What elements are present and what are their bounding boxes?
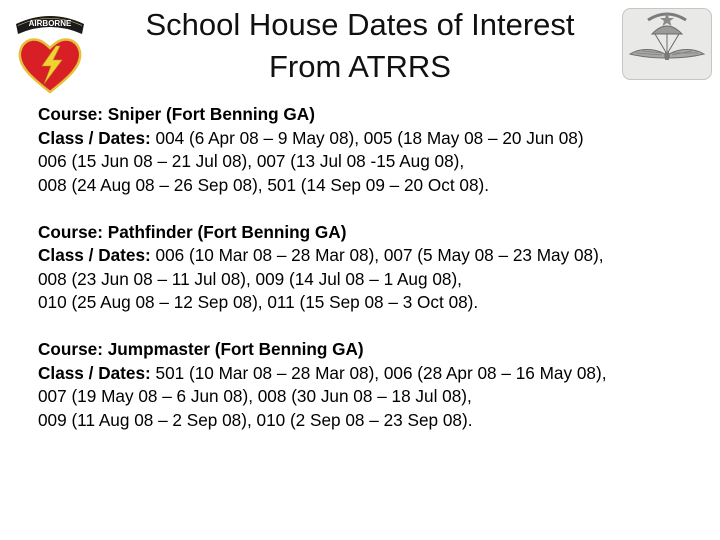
- class-dates-line: [38, 127, 713, 151]
- class-dates-text: 501 (10 Mar 08 – 28 Mar 08), 006 (28 Apr 08 – 16 May 08),: [155, 362, 607, 383]
- class-dates-line: 008 (24 Aug 08 – 26 Sep 08), 501 (14 Sep 09 – 20 Oct 08).: [38, 174, 490, 195]
- class-dates-label: Class / Dates:: [38, 362, 151, 383]
- course-label: Course:: [38, 221, 103, 242]
- master-parachutist-badge-icon: [622, 8, 712, 80]
- class-dates-line: 007 (19 May 08 – 6 Jun 08), 008 (30 Jun 08 – 18 Jul 08),: [38, 386, 472, 406]
- class-dates-label: Class / Dates:: [38, 127, 151, 148]
- class-dates-text: 004 (6 Apr 08 – 9 May 08), 005 (18 May 08 – 20 Jun 08): [155, 127, 584, 148]
- course-block: [38, 221, 713, 315]
- course-label: Course:: [38, 104, 103, 124]
- class-dates-text: 006 (10 Mar 08 – 28 Mar 08), 007 (5 May 08 – 23 May 08),: [155, 245, 604, 265]
- page-title: [95, 4, 625, 88]
- parachutist-badge-logo: [622, 8, 712, 80]
- class-dates-line: 009 (11 Aug 08 – 2 Sep 08), 010 (2 Sep 08 – 23 Sep 08).: [38, 409, 473, 430]
- course-block: [38, 103, 713, 197]
- class-dates-label: Class / Dates:: [38, 245, 151, 265]
- airborne-patch-logo: [12, 8, 88, 94]
- course-block: [38, 338, 713, 432]
- course-name: Pathfinder (Fort Benning GA): [107, 221, 347, 242]
- course-name: Sniper (Fort Benning GA): [107, 104, 315, 124]
- class-dates-line: 008 (23 Jun 08 – 11 Jul 08), 009 (14 Jul 08 – 1 Aug 08),: [38, 268, 462, 289]
- course-label: Course:: [38, 339, 103, 359]
- title-line-2: From ATRRS: [269, 49, 451, 84]
- course-heading: [38, 338, 713, 362]
- airborne-tab-text: AIRBORNE: [28, 19, 72, 28]
- title-line-1: School House Dates of Interest: [145, 7, 575, 42]
- class-dates-line: 010 (25 Aug 08 – 12 Sep 08), 011 (15 Sep 08 – 3 Oct 08).: [38, 292, 479, 312]
- course-heading: [38, 221, 713, 245]
- class-dates-line: [38, 362, 713, 386]
- course-heading: [38, 103, 713, 127]
- class-dates-line: [38, 244, 713, 268]
- class-dates-line: 006 (15 Jun 08 – 21 Jul 08), 007 (13 Jul 08 -15 Aug 08),: [38, 151, 465, 171]
- course-name: Jumpmaster (Fort Benning GA): [107, 339, 364, 359]
- course-list: [38, 103, 713, 456]
- airborne-25th-infantry-division-patch-icon: [12, 8, 88, 94]
